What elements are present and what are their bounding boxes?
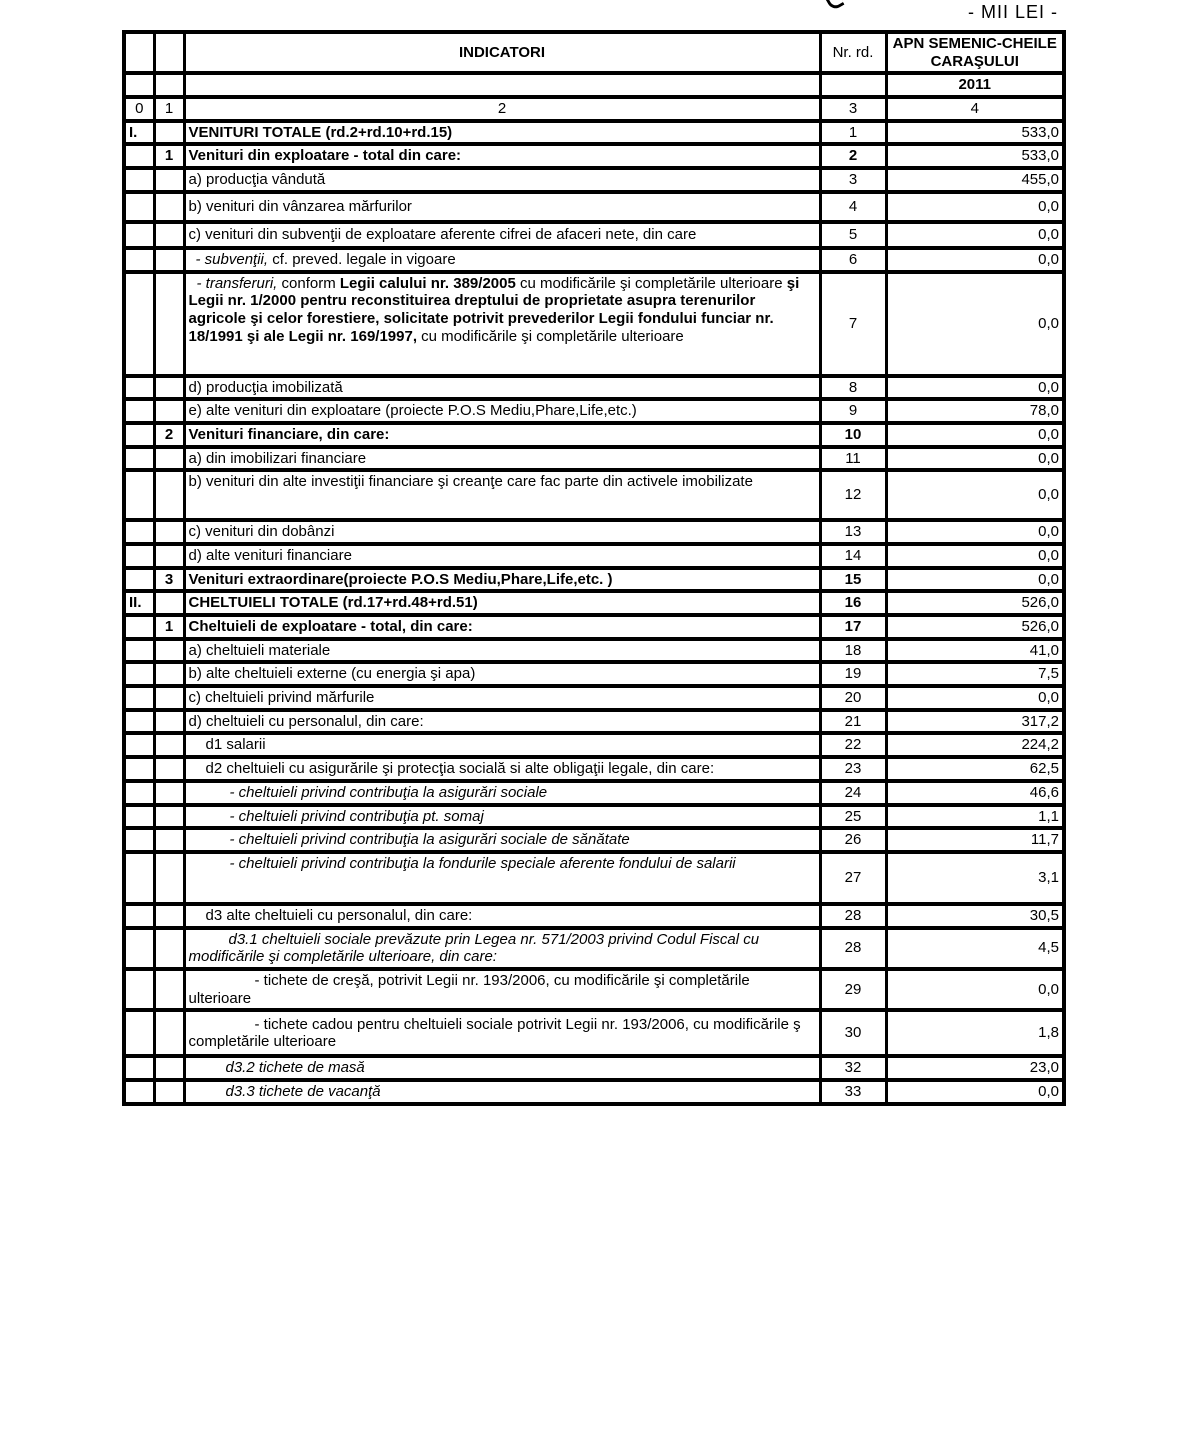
- row-value-cell: 41,0: [886, 639, 1064, 663]
- row-section-cell: [124, 272, 154, 376]
- row-section-cell: [124, 852, 154, 904]
- header-index-1: 1: [154, 97, 184, 121]
- row-nr-cell: 2: [820, 144, 886, 168]
- row-label-cell: Venituri extraordinare(proiecte P.O.S Mediu,Phare,Life,etc. ): [184, 568, 820, 592]
- row-value-cell: 0,0: [886, 686, 1064, 710]
- table-row: [124, 272, 1064, 376]
- row-label-cell: c) venituri din subvenţii de exploatare aferente cifrei de afaceri nete, din care: [184, 222, 820, 248]
- row-label-cell: d3 alte cheltuieli cu personalul, din care:: [184, 904, 820, 928]
- table-row: [124, 568, 1064, 592]
- header-empty-cell: [820, 73, 886, 97]
- row-value-cell: 0,0: [886, 568, 1064, 592]
- row-section-cell: [124, 710, 154, 734]
- table-row: [124, 399, 1064, 423]
- table-row: [124, 192, 1064, 222]
- row-label-cell: c) cheltuieli privind mărfurile: [184, 686, 820, 710]
- row-label-cell: Cheltuieli de exploatare - total, din care:: [184, 615, 820, 639]
- row-sub-cell: [154, 447, 184, 471]
- row-section-cell: [124, 376, 154, 400]
- table-row: [124, 1056, 1064, 1080]
- row-value-cell: 7,5: [886, 662, 1064, 686]
- row-value-cell: 0,0: [886, 423, 1064, 447]
- row-sub-cell: [154, 470, 184, 520]
- table-row: [124, 904, 1064, 928]
- row-label-cell: CHELTUIELI TOTALE (rd.17+rd.48+rd.51): [184, 591, 820, 615]
- row-label-cell: d) cheltuieli cu personalul, din care:: [184, 710, 820, 734]
- row-value-cell: 224,2: [886, 733, 1064, 757]
- table-row: [124, 222, 1064, 248]
- row-nr-cell: 21: [820, 710, 886, 734]
- row-nr-cell: 4: [820, 192, 886, 222]
- row-sub-cell: [154, 757, 184, 781]
- row-nr-cell: 24: [820, 781, 886, 805]
- row-section-cell: [124, 781, 154, 805]
- row-nr-cell: 16: [820, 591, 886, 615]
- row-sub-cell: [154, 399, 184, 423]
- row-label-cell: d3.3 tichete de vacanţă: [184, 1080, 820, 1104]
- row-section-cell: [124, 805, 154, 829]
- table-row: [124, 248, 1064, 272]
- units-note: - MII LEI -: [968, 2, 1059, 22]
- row-sub-cell: [154, 168, 184, 192]
- row-label-cell: d3.2 tichete de masă: [184, 1056, 820, 1080]
- table-row: [124, 781, 1064, 805]
- row-value-cell: 455,0: [886, 168, 1064, 192]
- row-nr-cell: 20: [820, 686, 886, 710]
- row-nr-cell: 23: [820, 757, 886, 781]
- row-section-cell: [124, 928, 154, 969]
- row-section-cell: [124, 568, 154, 592]
- row-label-cell: b) alte cheltuieli externe (cu energia şi apa): [184, 662, 820, 686]
- row-label-cell: - cheltuieli privind contribuţia la asigurări sociale de sănătate: [184, 828, 820, 852]
- row-nr-cell: 8: [820, 376, 886, 400]
- row-label-cell: d3.1 cheltuieli sociale prevăzute prin Legea nr. 571/2003 privind Codul Fiscal cu modificările şi completările ulterioare, din care:: [184, 928, 820, 969]
- row-value-cell: 30,5: [886, 904, 1064, 928]
- row-section-cell: [124, 470, 154, 520]
- row-label-cell: VENITURI TOTALE (rd.2+rd.10+rd.15): [184, 121, 820, 145]
- row-section-cell: [124, 520, 154, 544]
- row-nr-cell: 6: [820, 248, 886, 272]
- row-nr-cell: 13: [820, 520, 886, 544]
- table-row: [124, 805, 1064, 829]
- row-value-cell: 0,0: [886, 272, 1064, 376]
- row-sub-cell: [154, 520, 184, 544]
- row-sub-cell: [154, 192, 184, 222]
- row-section-cell: II.: [124, 591, 154, 615]
- row-nr-cell: 10: [820, 423, 886, 447]
- table-row: [124, 828, 1064, 852]
- row-nr-cell: 19: [820, 662, 886, 686]
- row-value-cell: 533,0: [886, 121, 1064, 145]
- row-value-cell: 23,0: [886, 1056, 1064, 1080]
- table-row: [124, 423, 1064, 447]
- row-sub-cell: [154, 733, 184, 757]
- scan-artifact: [825, 0, 844, 12]
- row-value-cell: 317,2: [886, 710, 1064, 734]
- table-row: [124, 1080, 1064, 1104]
- row-sub-cell: [154, 805, 184, 829]
- header-row-year: [124, 73, 1064, 97]
- row-nr-cell: 22: [820, 733, 886, 757]
- row-section-cell: [124, 904, 154, 928]
- row-sub-cell: 2: [154, 423, 184, 447]
- table-row: [124, 852, 1064, 904]
- row-label-cell: - tichete de creşă, potrivit Legii nr. 193/2006, cu modificările şi completările ulterioare: [184, 969, 820, 1010]
- row-value-cell: 0,0: [886, 248, 1064, 272]
- row-section-cell: I.: [124, 121, 154, 145]
- header-sub-cell: [154, 32, 184, 73]
- row-label-cell: c) venituri din dobânzi: [184, 520, 820, 544]
- row-label-cell: - transferuri, conform Legii calului nr. 389/2005 cu modificările şi completările ulterioare şi Legii nr. 1/2000 pentru reconstituirea dreptului de proprietate asupra terenurilor agricole şi celor forestiere, solicitate potrivit prevederilor Legii fondului funciar nr. 18/1991 şi ale Legii nr. 169/1997, cu modificările şi completările ulterioare: [184, 272, 820, 376]
- header-empty-cell: [124, 73, 154, 97]
- row-value-cell: 526,0: [886, 615, 1064, 639]
- row-label-cell: Venituri din exploatare - total din care:: [184, 144, 820, 168]
- row-nr-cell: 27: [820, 852, 886, 904]
- row-label-cell: - cheltuieli privind contribuţia la fondurile speciale aferente fondului de salarii: [184, 852, 820, 904]
- row-value-cell: 0,0: [886, 969, 1064, 1010]
- table-row: [124, 928, 1064, 969]
- header-index-2: 2: [184, 97, 820, 121]
- row-label-cell: b) venituri din alte investiţii financiare şi creanţe care fac parte din activele imobilizate: [184, 470, 820, 520]
- row-label-cell: a) cheltuieli materiale: [184, 639, 820, 663]
- row-nr-cell: 5: [820, 222, 886, 248]
- table-row: [124, 733, 1064, 757]
- row-label-cell: a) din imobilizari financiare: [184, 447, 820, 471]
- row-nr-cell: 30: [820, 1010, 886, 1056]
- table-row: [124, 686, 1064, 710]
- row-sub-cell: [154, 828, 184, 852]
- row-sub-cell: [154, 222, 184, 248]
- row-value-cell: 0,0: [886, 192, 1064, 222]
- row-section-cell: [124, 639, 154, 663]
- row-nr-cell: 11: [820, 447, 886, 471]
- header-index-4: 4: [886, 97, 1064, 121]
- table-row: [124, 144, 1064, 168]
- table-row: [124, 168, 1064, 192]
- row-sub-cell: 1: [154, 144, 184, 168]
- row-label-cell: d1 salarii: [184, 733, 820, 757]
- row-value-cell: 4,5: [886, 928, 1064, 969]
- row-value-cell: 46,6: [886, 781, 1064, 805]
- row-section-cell: [124, 969, 154, 1010]
- header-empty-cell: [184, 73, 820, 97]
- header-index-3: 3: [820, 97, 886, 121]
- header-year: 2011: [886, 73, 1064, 97]
- row-sub-cell: [154, 1080, 184, 1104]
- row-value-cell: 533,0: [886, 144, 1064, 168]
- row-sub-cell: [154, 781, 184, 805]
- row-value-cell: 62,5: [886, 757, 1064, 781]
- table-row: [124, 121, 1064, 145]
- row-section-cell: [124, 192, 154, 222]
- row-section-cell: [124, 1010, 154, 1056]
- row-label-cell: e) alte venituri din exploatare (proiecte P.O.S Mediu,Phare,Life,etc.): [184, 399, 820, 423]
- table-row: [124, 376, 1064, 400]
- table-row: [124, 591, 1064, 615]
- row-section-cell: [124, 757, 154, 781]
- row-value-cell: 0,0: [886, 470, 1064, 520]
- row-section-cell: [124, 222, 154, 248]
- row-sub-cell: [154, 121, 184, 145]
- row-value-cell: 0,0: [886, 544, 1064, 568]
- row-value-cell: 0,0: [886, 1080, 1064, 1104]
- row-section-cell: [124, 168, 154, 192]
- row-sub-cell: 1: [154, 615, 184, 639]
- table-row: [124, 520, 1064, 544]
- row-sub-cell: [154, 904, 184, 928]
- header-row-indices: [124, 97, 1064, 121]
- row-sub-cell: [154, 272, 184, 376]
- row-section-cell: [124, 662, 154, 686]
- row-sub-cell: 3: [154, 568, 184, 592]
- row-label-cell: - cheltuieli privind contribuţia pt. somaj: [184, 805, 820, 829]
- row-nr-cell: 32: [820, 1056, 886, 1080]
- row-sub-cell: [154, 248, 184, 272]
- row-nr-cell: 9: [820, 399, 886, 423]
- header-nr-rd: Nr. rd.: [820, 32, 886, 73]
- row-sub-cell: [154, 591, 184, 615]
- row-sub-cell: [154, 852, 184, 904]
- row-label-cell: d) producţia imobilizată: [184, 376, 820, 400]
- row-nr-cell: 25: [820, 805, 886, 829]
- row-section-cell: [124, 144, 154, 168]
- row-section-cell: [124, 828, 154, 852]
- header-index-0: 0: [124, 97, 154, 121]
- row-sub-cell: [154, 639, 184, 663]
- budget-table: [122, 30, 1066, 1106]
- table-row: [124, 969, 1064, 1010]
- row-value-cell: 3,1: [886, 852, 1064, 904]
- row-section-cell: [124, 1056, 154, 1080]
- row-nr-cell: 17: [820, 615, 886, 639]
- row-value-cell: 0,0: [886, 376, 1064, 400]
- header-indicatori: INDICATORI: [184, 32, 820, 73]
- row-nr-cell: 28: [820, 928, 886, 969]
- row-section-cell: [124, 248, 154, 272]
- row-section-cell: [124, 615, 154, 639]
- header-row-titles: [124, 32, 1064, 73]
- row-sub-cell: [154, 686, 184, 710]
- row-value-cell: 526,0: [886, 591, 1064, 615]
- row-sub-cell: [154, 710, 184, 734]
- row-sub-cell: [154, 376, 184, 400]
- table-row: [124, 757, 1064, 781]
- row-nr-cell: 3: [820, 168, 886, 192]
- row-nr-cell: 14: [820, 544, 886, 568]
- row-nr-cell: 7: [820, 272, 886, 376]
- row-nr-cell: 26: [820, 828, 886, 852]
- row-nr-cell: 12: [820, 470, 886, 520]
- row-value-cell: 1,8: [886, 1010, 1064, 1056]
- row-sub-cell: [154, 544, 184, 568]
- row-section-cell: [124, 686, 154, 710]
- row-value-cell: 0,0: [886, 222, 1064, 248]
- row-sub-cell: [154, 1056, 184, 1080]
- header-empty-cell: [154, 73, 184, 97]
- table-row: [124, 447, 1064, 471]
- row-nr-cell: 33: [820, 1080, 886, 1104]
- row-nr-cell: 1: [820, 121, 886, 145]
- row-label-cell: a) producţia vândută: [184, 168, 820, 192]
- row-sub-cell: [154, 969, 184, 1010]
- header-entity: APN SEMENIC-CHEILE CARAŞULUI: [886, 32, 1064, 73]
- row-sub-cell: [154, 1010, 184, 1056]
- row-section-cell: [124, 447, 154, 471]
- row-label-cell: Venituri financiare, din care:: [184, 423, 820, 447]
- row-section-cell: [124, 733, 154, 757]
- row-label-cell: - subvenţii, cf. preved. legale in vigoare: [184, 248, 820, 272]
- row-value-cell: 1,1: [886, 805, 1064, 829]
- row-section-cell: [124, 423, 154, 447]
- table-row: [124, 544, 1064, 568]
- row-value-cell: 0,0: [886, 447, 1064, 471]
- row-nr-cell: 29: [820, 969, 886, 1010]
- row-nr-cell: 15: [820, 568, 886, 592]
- row-section-cell: [124, 399, 154, 423]
- table-row: [124, 710, 1064, 734]
- table-row: [124, 1010, 1064, 1056]
- table-row: [124, 639, 1064, 663]
- table-row: [124, 615, 1064, 639]
- row-value-cell: 11,7: [886, 828, 1064, 852]
- row-label-cell: - cheltuieli privind contribuţia la asigurări sociale: [184, 781, 820, 805]
- header-section-cell: [124, 32, 154, 73]
- row-label-cell: d2 cheltuieli cu asigurările şi protecţia socială si alte obligaţii legale, din care:: [184, 757, 820, 781]
- row-nr-cell: 28: [820, 904, 886, 928]
- row-value-cell: 0,0: [886, 520, 1064, 544]
- table-row: [124, 470, 1064, 520]
- row-label-cell: b) venituri din vânzarea mărfurilor: [184, 192, 820, 222]
- row-value-cell: 78,0: [886, 399, 1064, 423]
- row-sub-cell: [154, 662, 184, 686]
- row-section-cell: [124, 544, 154, 568]
- row-nr-cell: 18: [820, 639, 886, 663]
- row-label-cell: - tichete cadou pentru cheltuieli sociale potrivit Legii nr. 193/2006, cu modificările ş completările ulterioare: [184, 1010, 820, 1056]
- table-row: [124, 662, 1064, 686]
- row-sub-cell: [154, 928, 184, 969]
- row-section-cell: [124, 1080, 154, 1104]
- row-label-cell: d) alte venituri financiare: [184, 544, 820, 568]
